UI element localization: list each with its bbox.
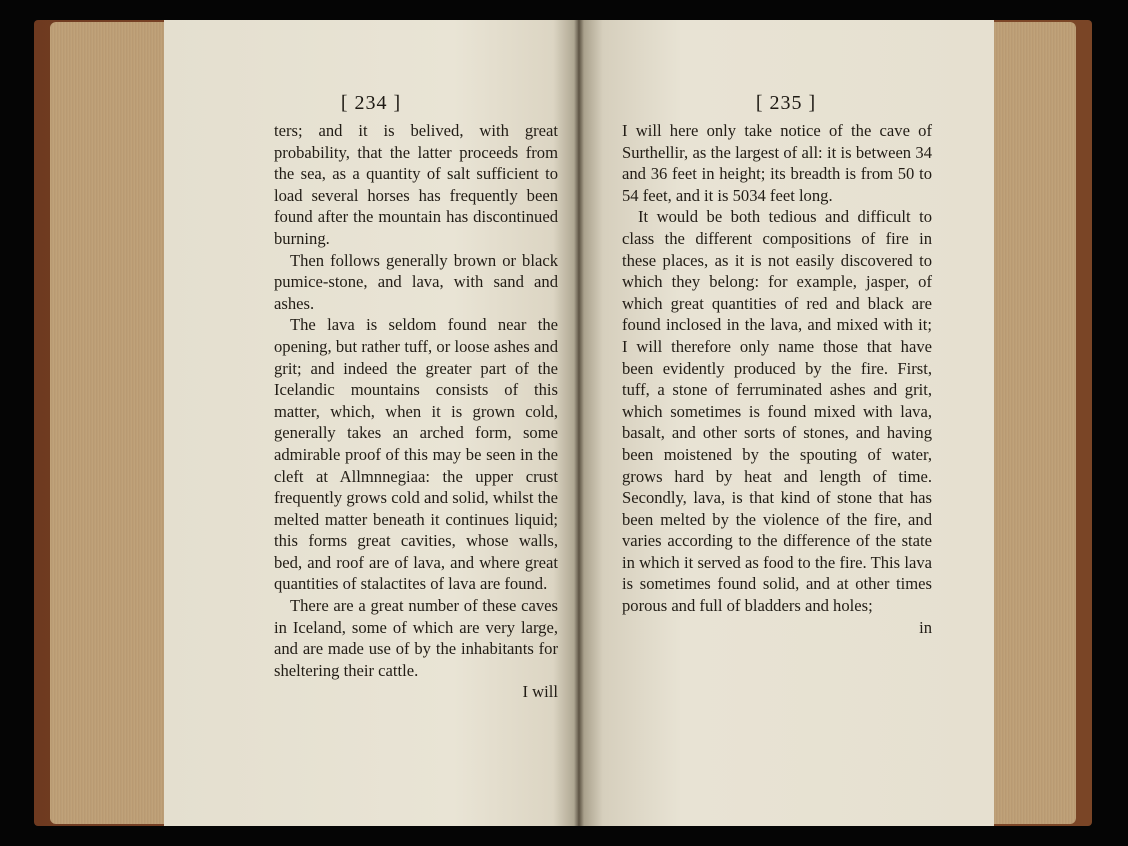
paragraph: ters; and it is belived, with great probability, that the latter proceeds from the sea, as a quantity of salt sufficient to load several horses has frequently been found after the mountain has discontinued burning.	[274, 121, 558, 248]
page-text	[622, 120, 932, 638]
left-page	[164, 20, 578, 826]
paragraph: It would be both tedious and difficult to class the different compositions of fire in these places, as it is not easily discovered to which they belong: for example, jasper, of which great quantities of red and black are found inclosed in the lava, and mixed with it; I will therefore only name those that have been evidently produced by the fire. First, tuff, a stone of ferruminated ashes and grit, which sometimes is found mixed with lava, basalt, and other sorts of stones, and having been moistened by the spouting of water, grows hard by heat and length of time. Secondly, lava, is that kind of stone that has been melted by the violence of the fire, and varies according to the difference of the state in which it served as food to the fire. This lava is sometimes found solid, and at other times porous and full of bladders and holes;	[622, 207, 932, 616]
paragraph: I will here only take notice of the cave of Surthellir, as the largest of all: it is between 34 and 36 feet in height; its breadth is from 50 to 54 feet, and it is 5034 feet long.	[622, 121, 932, 205]
paragraph: Then follows generally brown or black pumice-stone, and lava, with sand and ashes.	[274, 250, 558, 313]
right-page	[578, 20, 994, 826]
page-number: [ 234 ]	[340, 92, 402, 114]
catchword: in	[919, 617, 932, 637]
gutter-shadow	[574, 20, 584, 826]
paragraph: There are a great number of these caves in Iceland, some of which are very large, and are made use of by the inhabitants for sheltering their cattle.	[274, 596, 558, 680]
book	[34, 20, 1092, 826]
page-edges-right	[992, 22, 1076, 824]
page-text	[274, 120, 558, 703]
page-edges-left	[50, 22, 166, 824]
page-number: [ 235 ]	[755, 92, 817, 114]
catchword: I will	[522, 682, 558, 702]
paragraph: The lava is seldom found near the opening, but rather tuff, or loose ashes and grit; and indeed the greater part of the Icelandic mountains consists of this matter, which, when it is grown cold, generally takes an arched form, some admirable proof of this may be seen in the cleft at Allmnnegiaa: the upper crust frequently grows cold and solid, whilst the melted matter beneath it continues liquid; this forms great cavities, whose walls, bed, and roof are of lava, and where great quantities of stalactites of lava are found.	[274, 315, 558, 594]
